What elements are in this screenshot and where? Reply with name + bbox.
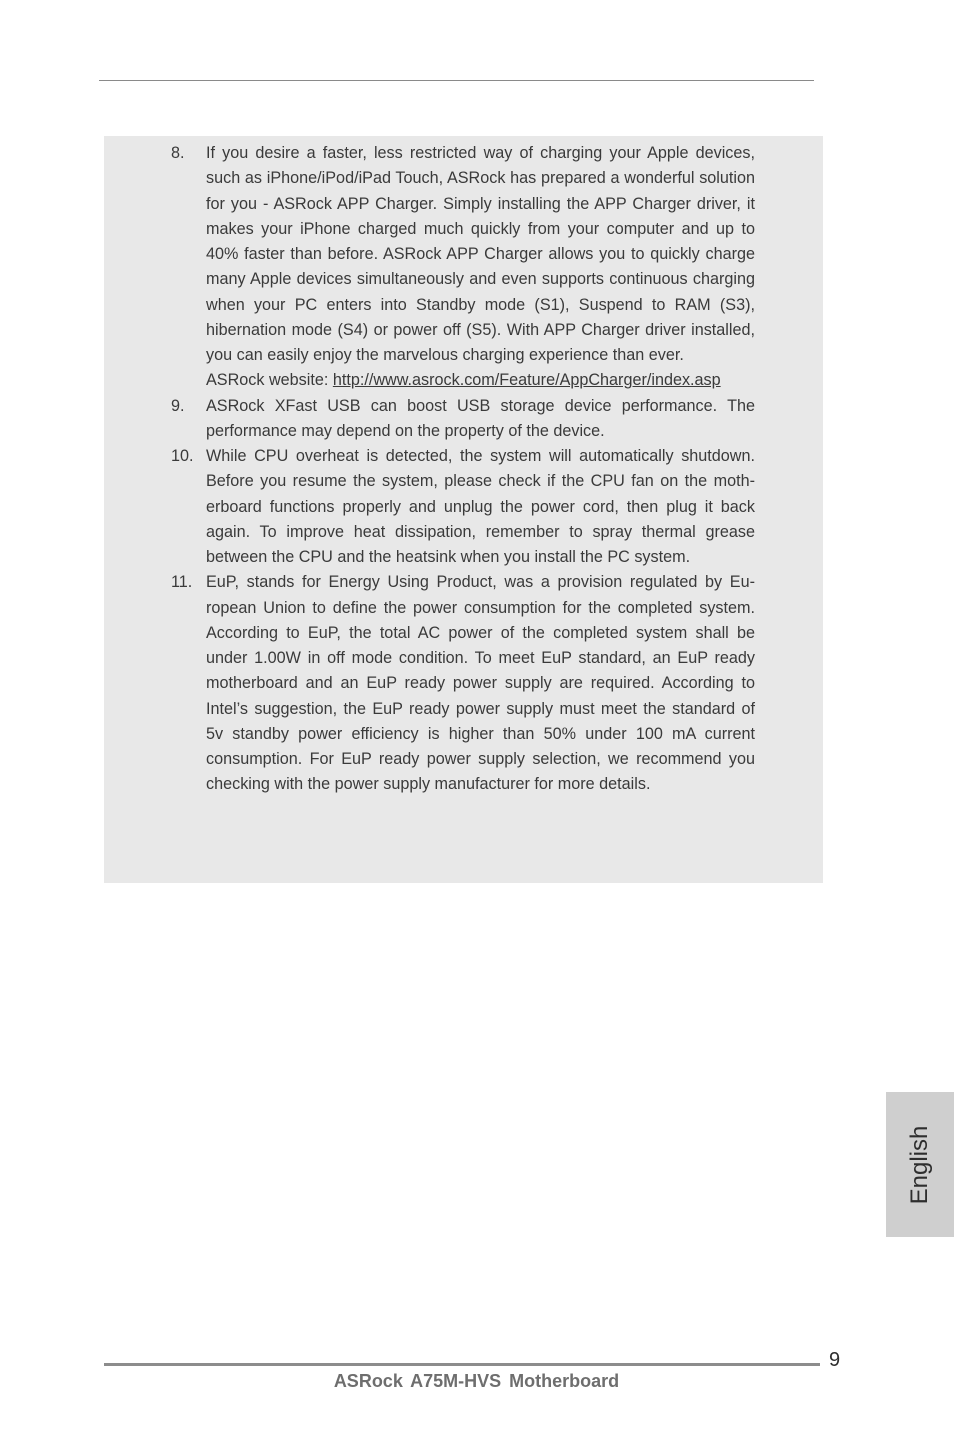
page-number: 9 (829, 1349, 841, 1371)
note-number: 8. (171, 144, 185, 162)
note-text: ASRock XFast USB can boost USB storage device performance. The performance may depend on the property of the device. (206, 396, 755, 440)
note-item-10 (171, 444, 755, 570)
note-body (206, 570, 755, 797)
website-line (206, 368, 755, 393)
note-number: 11. (171, 573, 193, 592)
note-body (206, 444, 755, 570)
note-item-11 (171, 570, 755, 797)
note-text: If you desire a faster, less restricted way of charging your Apple devices, such as iPhone/iPod/iPad Touch, ASRock has prepared a wonderful solution for you - ASRock APP Charger. Simply installing the APP Charger driver, it makes your iPhone charged much quickly from your computer and up to 40% faster than before. ASRock APP Charger allows you to quickly charge many Apple devices simultaneously and even supports continuous charging when your PC enters into Standby mode (S1), Suspend to RAM (S3), hibernation mode (S4) or power off (S5). With APP Charger driver installed, you can easily enjoy the marvelous charging experience than ever. (206, 144, 755, 364)
note-text: While CPU overheat is detected, the system will automatically shutdown. Before you resume the system, please check if the CPU fan on the motherboard functions properly and unplug the power cord, then plug it back again. To improve heat dissipation, remember to spray thermal grease between the CPU and the heatsink when you install the PC system. (206, 447, 755, 566)
notes-list (171, 141, 755, 798)
note-item-9 (171, 394, 755, 445)
footer-title: ASRock A75M-HVS Motherboard (333, 1371, 620, 1391)
note-item-8 (171, 141, 755, 394)
language-tab-label: English (906, 1125, 933, 1204)
note-number: 10. (171, 447, 194, 465)
note-text: EuP, stands for Energy Using Product, was a provision regulated by European Union to define the power consumption for the completed system. According to EuP, the total AC power of the completed system shall be under 1.00W in off mode condition. To meet EuP standard, an EuP ready motherboard and an EuP ready power supply are required. According to Intel’s suggestion, the EuP ready power supply must meet the standard of 5v standby power efficiency is higher than 50% under 100 mA current consumption. For EuP ready power supply selection, we recommend you checking with the power supply manufacturer for more details. (206, 573, 755, 794)
note-body (206, 141, 755, 394)
header-divider (99, 80, 814, 81)
footer-divider (104, 1363, 820, 1366)
language-tab (886, 1092, 954, 1237)
website-link[interactable]: http://www.asrock.com/Feature/AppCharger/index.asp (332, 371, 721, 390)
website-label: ASRock website: (206, 371, 333, 390)
note-number: 9. (171, 396, 185, 415)
note-body (206, 394, 755, 445)
